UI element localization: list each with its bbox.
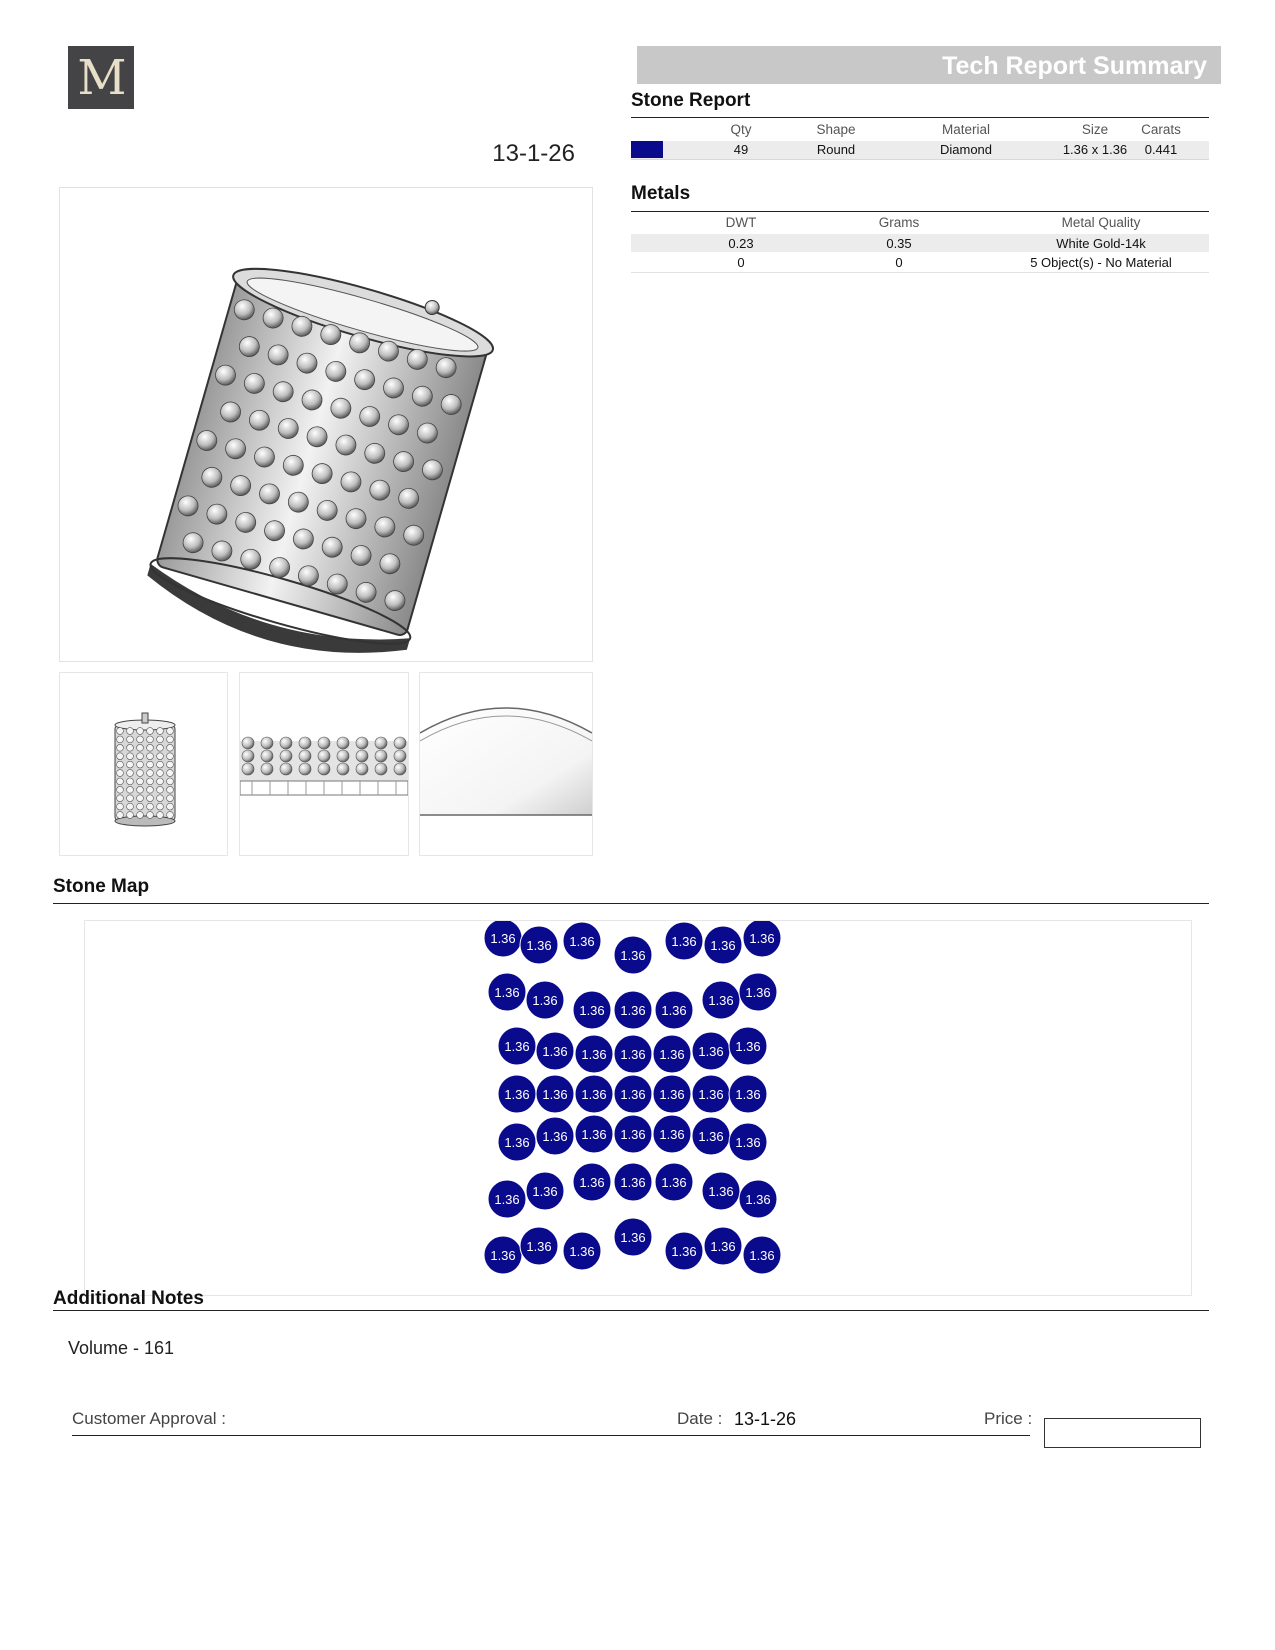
- svg-text:1.36: 1.36: [581, 1127, 607, 1142]
- svg-text:1.36: 1.36: [698, 1087, 724, 1102]
- stone-marker: [655, 991, 693, 1029]
- svg-text:1.36: 1.36: [745, 985, 771, 1000]
- stone-marker: [702, 1172, 740, 1210]
- stone-carats: 0.441: [1144, 142, 1178, 157]
- report-title-banner: [637, 46, 1221, 84]
- stone-marker: [665, 922, 703, 960]
- stone-marker: [665, 1232, 703, 1270]
- svg-text:1.36: 1.36: [620, 948, 646, 963]
- approval-signature-line: [72, 1435, 1030, 1436]
- stone-report-header: [631, 122, 1209, 140]
- stone-marker: [614, 1075, 652, 1113]
- svg-text:1.36: 1.36: [579, 1003, 605, 1018]
- stone-marker: [526, 1172, 564, 1210]
- stone-map-title: Stone Map: [53, 876, 150, 897]
- stone-marker: [729, 1027, 767, 1065]
- stone-marker: [739, 1180, 777, 1218]
- svg-text:1.36: 1.36: [494, 1192, 520, 1207]
- svg-text:1.36: 1.36: [698, 1129, 724, 1144]
- stone-marker: [563, 1232, 601, 1270]
- stone-marker: [704, 1227, 742, 1265]
- svg-text:1.36: 1.36: [659, 1127, 685, 1142]
- svg-text:1.36: 1.36: [671, 1244, 697, 1259]
- svg-text:1.36: 1.36: [708, 1184, 734, 1199]
- stone-marker: [614, 1035, 652, 1073]
- stone-shape: Round: [816, 142, 856, 157]
- col-dwt: DWT: [725, 215, 757, 230]
- svg-text:1.36: 1.36: [671, 934, 697, 949]
- table-row: [631, 254, 1209, 273]
- stone-qty: 49: [733, 142, 749, 157]
- stone-marker: [520, 926, 558, 964]
- metals-rule: [631, 211, 1209, 212]
- col-carats: Carats: [1141, 122, 1181, 137]
- svg-text:1.36: 1.36: [581, 1087, 607, 1102]
- svg-text:1.36: 1.36: [710, 1239, 736, 1254]
- stone-map-panel: [84, 920, 1192, 1296]
- stone-marker: [692, 1075, 730, 1113]
- svg-text:1.36: 1.36: [620, 1047, 646, 1062]
- stone-marker: [653, 1075, 691, 1113]
- svg-text:1.36: 1.36: [735, 1087, 761, 1102]
- svg-text:1.36: 1.36: [661, 1175, 687, 1190]
- stone-material: Diamond: [939, 142, 993, 157]
- stone-marker: [729, 1123, 767, 1161]
- approval-date-value: 13-1-26: [734, 1409, 797, 1429]
- stone-marker: [573, 1163, 611, 1201]
- svg-text:1.36: 1.36: [661, 1003, 687, 1018]
- svg-text:1.36: 1.36: [620, 1003, 646, 1018]
- svg-text:1.36: 1.36: [504, 1087, 530, 1102]
- stone-marker: [573, 991, 611, 1029]
- svg-text:1.36: 1.36: [620, 1230, 646, 1245]
- price-label: Price :: [984, 1409, 1033, 1428]
- svg-text:1.36: 1.36: [569, 934, 595, 949]
- stone-marker: [536, 1032, 574, 1070]
- svg-text:1.36: 1.36: [532, 1184, 558, 1199]
- stone-marker: [536, 1075, 574, 1113]
- svg-text:1.36: 1.36: [542, 1129, 568, 1144]
- stone-marker: [743, 921, 781, 957]
- metal-quality: 5 Object(s) - No Material: [1030, 255, 1172, 270]
- svg-text:1.36: 1.36: [659, 1047, 685, 1062]
- stone-marker: [488, 973, 526, 1011]
- svg-text:1.36: 1.36: [526, 1239, 552, 1254]
- metal-quality: White Gold-14k: [1056, 236, 1146, 251]
- svg-text:1.36: 1.36: [698, 1044, 724, 1059]
- svg-text:1.36: 1.36: [490, 931, 516, 946]
- stone-marker: [484, 1236, 522, 1274]
- svg-text:1.36: 1.36: [708, 993, 734, 1008]
- svg-text:1.36: 1.36: [526, 938, 552, 953]
- stone-marker: [488, 1180, 526, 1218]
- thumbnail-side-view: [239, 672, 409, 856]
- stone-size: 1.36 x 1.36: [1062, 142, 1128, 157]
- stone-marker: [520, 1227, 558, 1265]
- metals-title: Metals: [631, 183, 691, 204]
- metal-grams: 0: [895, 255, 903, 270]
- svg-text:1.36: 1.36: [542, 1087, 568, 1102]
- svg-text:1.36: 1.36: [735, 1135, 761, 1150]
- svg-text:1.36: 1.36: [490, 1248, 516, 1263]
- stone-marker: [575, 1035, 613, 1073]
- stone-marker: [692, 1117, 730, 1155]
- stone-marker: [526, 981, 564, 1019]
- stone-marker: [563, 922, 601, 960]
- stone-marker: [498, 1123, 536, 1161]
- stone-marker: [614, 1163, 652, 1201]
- stone-marker: [614, 1115, 652, 1153]
- table-row: [631, 234, 1209, 252]
- svg-text:1.36: 1.36: [581, 1047, 607, 1062]
- stone-marker: [743, 1236, 781, 1274]
- additional-notes-text: Volume - 161: [68, 1338, 175, 1358]
- stone-color-swatch: [631, 141, 663, 158]
- stone-marker: [655, 1163, 693, 1201]
- metal-dwt: 0.23: [728, 236, 754, 251]
- report-title: Tech Report Summary: [942, 52, 1207, 80]
- svg-text:1.36: 1.36: [735, 1039, 761, 1054]
- col-grams: Grams: [878, 215, 920, 230]
- stone-map-rule: [53, 903, 1209, 904]
- svg-text:1.36: 1.36: [494, 985, 520, 1000]
- stone-marker: [653, 1115, 691, 1153]
- col-material: Material: [941, 122, 990, 137]
- stone-marker: [739, 973, 777, 1011]
- stone-marker: [614, 936, 652, 974]
- col-size: Size: [1081, 122, 1109, 137]
- stone-report-rule: [631, 117, 1209, 118]
- stone-marker: [575, 1115, 613, 1153]
- thumbnail-front-view: [59, 672, 228, 856]
- additional-notes-title: Additional Notes: [53, 1288, 204, 1309]
- thumbnail-top-view: [419, 672, 593, 856]
- svg-text:1.36: 1.36: [532, 993, 558, 1008]
- svg-text:1.36: 1.36: [749, 931, 775, 946]
- main-render-image: [59, 187, 593, 662]
- design-date: 13-1-26: [492, 140, 575, 167]
- svg-text:1.36: 1.36: [620, 1087, 646, 1102]
- metal-dwt: 0: [737, 255, 745, 270]
- metal-grams: 0.35: [886, 236, 912, 251]
- stone-marker: [653, 1035, 691, 1073]
- metals-header: [631, 215, 1209, 233]
- svg-text:1.36: 1.36: [620, 1127, 646, 1142]
- stone-marker: [498, 1027, 536, 1065]
- stone-marker: [498, 1075, 536, 1113]
- svg-text:1.36: 1.36: [504, 1039, 530, 1054]
- additional-notes-rule: [53, 1310, 1209, 1311]
- stone-marker: [702, 981, 740, 1019]
- stone-marker: [692, 1032, 730, 1070]
- stone-marker: [729, 1075, 767, 1113]
- svg-text:1.36: 1.36: [749, 1248, 775, 1263]
- customer-approval-label: Customer Approval :: [72, 1409, 227, 1428]
- stone-marker: [484, 921, 522, 957]
- svg-text:1.36: 1.36: [569, 1244, 595, 1259]
- col-shape: Shape: [816, 122, 856, 137]
- svg-text:1.36: 1.36: [745, 1192, 771, 1207]
- col-qty: Qty: [730, 122, 752, 137]
- stone-marker: [704, 926, 742, 964]
- svg-text:1.36: 1.36: [542, 1044, 568, 1059]
- stone-marker: [614, 991, 652, 1029]
- price-input[interactable]: [1044, 1418, 1201, 1448]
- svg-text:1.36: 1.36: [579, 1175, 605, 1190]
- stone-marker: [575, 1075, 613, 1113]
- svg-text:1.36: 1.36: [504, 1135, 530, 1150]
- stone-report-title: Stone Report: [631, 90, 751, 111]
- stone-marker: [536, 1117, 574, 1155]
- svg-text:1.36: 1.36: [620, 1175, 646, 1190]
- svg-text:1.36: 1.36: [659, 1087, 685, 1102]
- approval-date-label: Date :: [677, 1409, 723, 1428]
- company-logo: [68, 46, 134, 109]
- svg-text:1.36: 1.36: [710, 938, 736, 953]
- table-row: [631, 141, 1209, 160]
- col-metal-quality: Metal Quality: [1061, 215, 1141, 230]
- logo-letter: M: [77, 49, 125, 106]
- stone-marker: [614, 1218, 652, 1256]
